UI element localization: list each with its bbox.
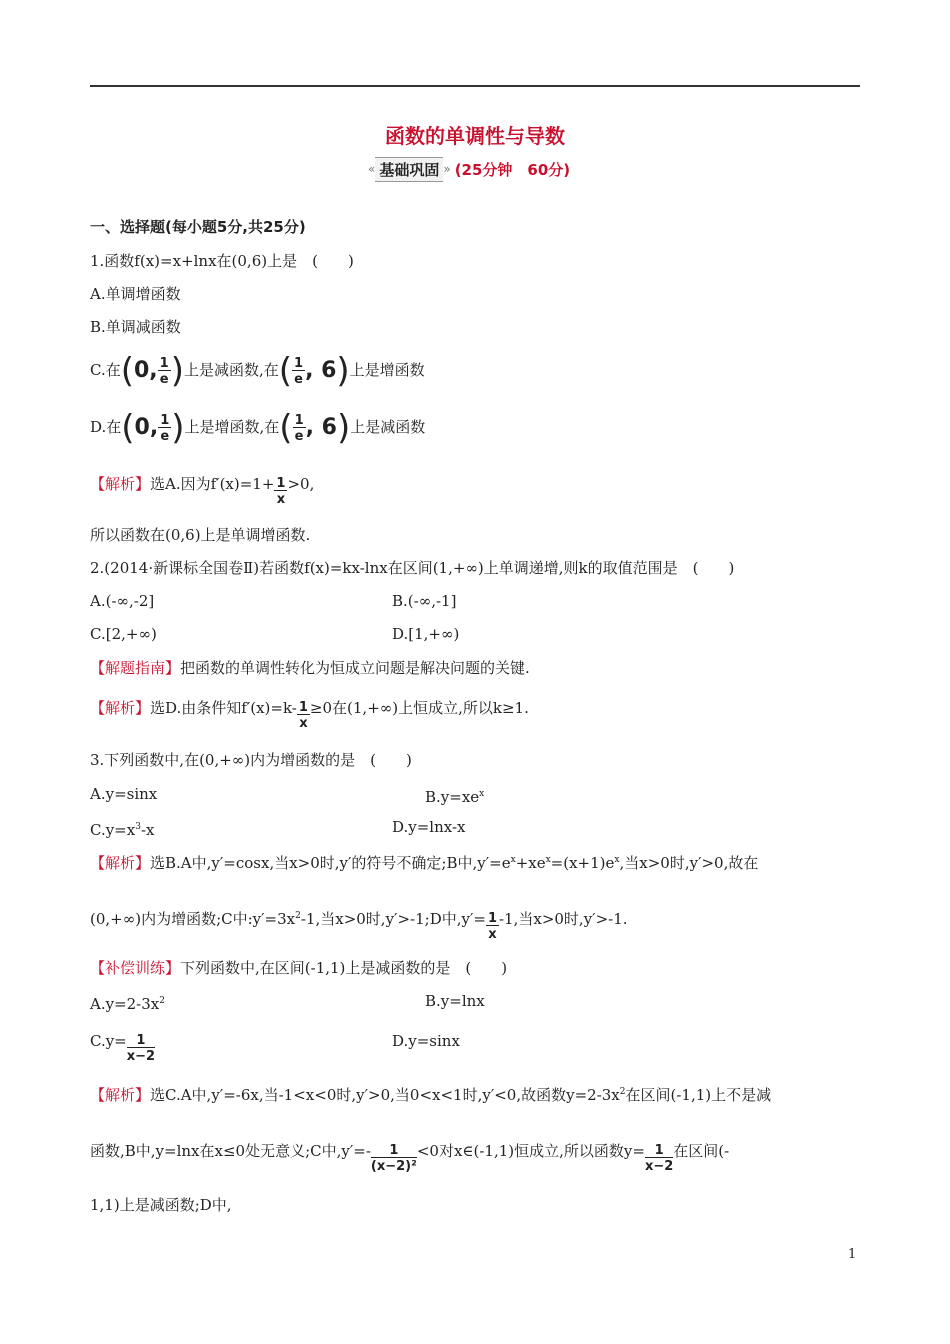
q1-c-suffix: 上是增函数 — [349, 361, 425, 379]
q3-option-d: D.y=lnx-x — [392, 818, 466, 836]
extra-option-b: B.y=lnx — [425, 992, 485, 1010]
paren-open: ( — [278, 351, 293, 391]
q2-option-c: C.[2,+∞) — [90, 625, 157, 643]
q1-option-c — [90, 350, 425, 390]
fraction-1-over-e: $\frac{1}{e}$ — [294, 355, 304, 387]
six-value: , 6 — [305, 415, 337, 440]
q3-option-b: $B.y=xe^x$ — [425, 788, 485, 806]
q1-d-suffix: 上是减函数 — [350, 418, 426, 436]
extra-tag: 【补偿训练】 — [90, 959, 181, 977]
extra-analysis-line3: 1,1)上是减函数;D中, — [90, 1196, 232, 1214]
q1-option-b: B.单调减函数 — [90, 318, 181, 336]
badge-label: 基础巩固 — [375, 157, 443, 182]
q2-option-b: B.(-∞,-1] — [392, 592, 457, 610]
q2-option-d: D.[1,+∞) — [392, 625, 460, 643]
fraction-1-over-e: $\frac{1}{e}$ — [159, 355, 169, 387]
analysis-text: 选A.因为f′(x)=1+ — [150, 475, 275, 493]
section-heading: 一、选择题(每小题5分,共25分) — [90, 218, 306, 236]
badge-left-deco: « — [368, 162, 376, 176]
zero-value: 0, — [134, 415, 159, 440]
q3-option-c: $C.y=x^3-x$ — [90, 821, 155, 839]
q1-stem: 1.函数f(x)=x+lnx在(0,6)上是 ( ) — [90, 252, 354, 270]
paren-open: ( — [121, 408, 135, 448]
analysis-tag: 【解析】 — [90, 475, 151, 493]
fraction-1-over-x: $\frac{1}{x}$ — [487, 911, 497, 942]
q3-analysis-line2: (0,+∞)内为增函数;C中$:y'=3x^2-1$,当x>0时,y′>-1;D中,y′= $\frac{1}{x}$ -1,当x>0时,y′>-1. — [90, 910, 628, 942]
extra-option-c: C.y= $\frac{1}{x-2}$ — [90, 1032, 156, 1064]
q2-option-a: A.(-∞,-2] — [90, 592, 155, 610]
q1-option-d — [90, 407, 425, 447]
q3-stem: 3.下列函数中,在(0,+∞)内为增函数的是 ( ) — [90, 751, 412, 769]
fraction-1-over-x-minus-2-squared: $\frac{1}{\text{(x−2)²}}$ — [370, 1143, 417, 1174]
extra-analysis-line2: 函数,B中,y=lnx在x≤0处无意义;C中,y′=- $\frac{1}{\text{(x−2)²}}$ <0对x∈(-1,1)恒成立,所以函数y= $\frac{1}{x-2}$ 在区间(- — [90, 1142, 730, 1174]
page-title: 函数的单调性与导数 — [385, 124, 565, 148]
q1-analysis-conclusion: 所以函数在(0,6)上是单调增函数. — [90, 526, 311, 544]
six-value: , 6 — [305, 358, 337, 383]
q1-d-prefix: D.在 — [90, 418, 122, 436]
badge-right-deco: » — [443, 162, 451, 176]
paren-close: ) — [336, 351, 350, 391]
badge-time: (25分钟 60分) — [454, 160, 571, 179]
fraction-1-over-x: $\frac{1}{x}$ — [276, 476, 286, 507]
fraction-1-over-e: $\frac{1}{e}$ — [294, 412, 304, 444]
q2-guide — [90, 657, 530, 679]
analysis-tag: 【解析】 — [90, 1086, 151, 1104]
analysis-text: 选D.由条件知f′(x)=k- — [150, 699, 297, 717]
analysis-tag: 【解析】 — [90, 699, 151, 717]
extra-stem — [90, 957, 507, 979]
analysis-text: ≥0在(1,+∞)上恒成立,所以k≥1. — [309, 699, 529, 717]
analysis-tag: 【解析】 — [90, 854, 151, 872]
extra-stem-text: 下列函数中,在区间(-1,1)上是减函数的是 ( ) — [180, 959, 508, 977]
q1-c-mid: 上是减函数,在 — [183, 361, 279, 379]
guide-tag: 【解题指南】 — [90, 659, 181, 677]
q3-option-a: A.y=sinx — [90, 785, 158, 803]
paren-open: ( — [120, 351, 134, 391]
section-badge — [368, 156, 570, 182]
paren-close: ) — [171, 408, 185, 448]
fraction-1-over-x-minus-2: $\frac{1}{x-2}$ — [644, 1143, 674, 1174]
analysis-text: >0, — [287, 475, 315, 493]
q1-d-mid: 上是增函数,在 — [184, 418, 280, 436]
q1-c-prefix: C.在 — [90, 361, 121, 379]
q3-analysis-line1: 【解析】选B.A中,y′=cosx,当x>0时,y′的符号不确定;B中$,y'=e^x+xe^x=(x+1)e^x$,当x>0时,y′>0,故在 — [90, 854, 759, 872]
zero-value: 0, — [133, 358, 158, 383]
paren-close: ) — [336, 408, 351, 448]
fraction-1-over-x-minus-2: $\frac{1}{x-2}$ — [126, 1033, 156, 1064]
paren-close: ) — [170, 351, 184, 391]
extra-option-d: D.y=sinx — [392, 1032, 460, 1050]
guide-text: 把函数的单调性转化为恒成立问题是解决问题的关键. — [180, 659, 530, 677]
q2-analysis — [90, 697, 529, 730]
paren-open: ( — [279, 408, 293, 448]
page-number: 1 — [848, 1247, 857, 1262]
extra-option-a: $A.y=2-3x^2$ — [90, 995, 165, 1013]
header-rule — [90, 85, 860, 87]
q2-stem: 2.(2014·新课标全国卷Ⅱ)若函数f(x)=kx-lnx在区间(1,+∞)上单调递增,则k的取值范围是 ( ) — [90, 559, 735, 577]
fraction-1-over-e: $\frac{1}{e}$ — [160, 412, 170, 444]
q1-option-a: A.单调增函数 — [90, 285, 181, 303]
q1-analysis — [90, 473, 314, 506]
fraction-1-over-x: $\frac{1}{x}$ — [298, 700, 308, 731]
extra-analysis-line1: 【解析】选C.A中,y′=-6x,当-1<x<0时,y′>0,当0<x<1时,y′<0,故函数$y=2-3x^2$在区间(-1,1)上不是减 — [90, 1086, 772, 1104]
